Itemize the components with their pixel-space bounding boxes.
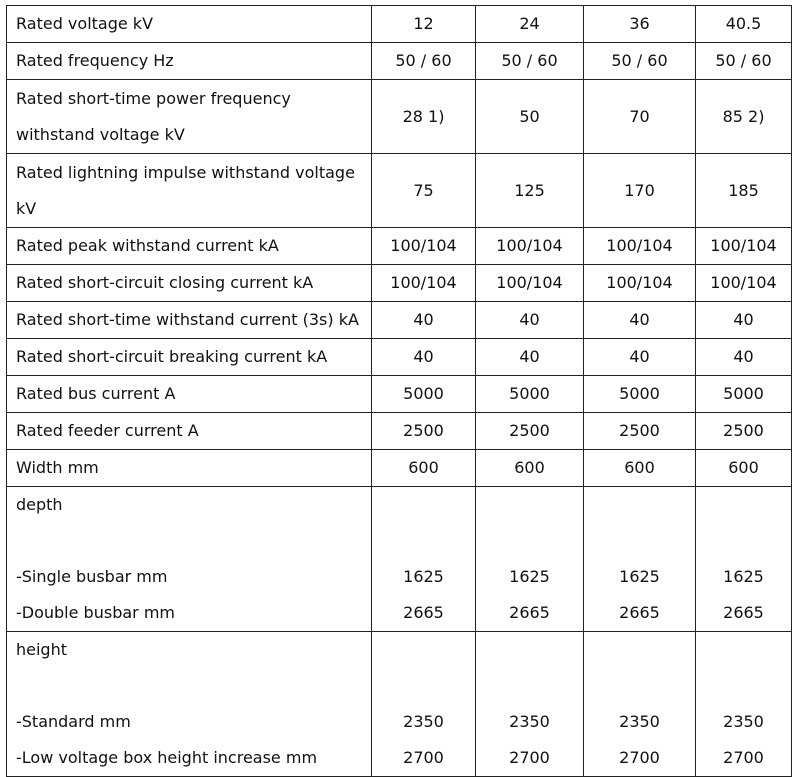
cell-value: 50 / 60 (372, 43, 476, 80)
cell-value: 5000 (476, 376, 584, 413)
cell-value: 40 (476, 339, 584, 376)
cell-value: 40 (584, 339, 696, 376)
cell-value: 185 (696, 154, 792, 228)
cell-value: 40 (476, 302, 584, 339)
cell-value-group (372, 632, 476, 777)
row-label-line: Rated lightning impulse withstand voltage (16, 162, 355, 182)
sub-label: -Single busbar mm (16, 567, 168, 586)
table-row (7, 413, 792, 450)
cell-value: 100/104 (372, 228, 476, 265)
cell-value: 50 / 60 (476, 43, 584, 80)
specifications-table (6, 5, 792, 777)
row-label: Rated short-circuit closing current kA (7, 265, 372, 302)
row-label-line: kV (16, 198, 37, 218)
cell-value-group (584, 487, 696, 632)
cell-value: 70 (584, 80, 696, 154)
row-label: Rated short-circuit breaking current kA (7, 339, 372, 376)
cell-value: 2700 (509, 748, 550, 767)
cell-value: 600 (476, 450, 584, 487)
cell-value: 36 (584, 6, 696, 43)
cell-value: 100/104 (696, 228, 792, 265)
row-label: Width mm (7, 450, 372, 487)
cell-value: 40 (584, 302, 696, 339)
table-row (7, 265, 792, 302)
table-row (7, 80, 792, 154)
cell-value: 40 (372, 339, 476, 376)
cell-value: 1625 (723, 567, 764, 586)
row-label-line: withstand voltage kV (16, 124, 185, 144)
group-heading: height (16, 640, 67, 659)
cell-value: 5000 (584, 376, 696, 413)
cell-value: 600 (696, 450, 792, 487)
cell-value: 100/104 (372, 265, 476, 302)
cell-value: 5000 (696, 376, 792, 413)
cell-value: 125 (476, 154, 584, 228)
cell-value: 2665 (509, 603, 550, 622)
cell-value: 2665 (403, 603, 444, 622)
cell-value-group (476, 487, 584, 632)
cell-value: 2350 (403, 712, 444, 731)
cell-value: 2500 (696, 413, 792, 450)
cell-value: 40 (696, 302, 792, 339)
table-row (7, 302, 792, 339)
cell-value: 2350 (509, 712, 550, 731)
cell-value: 40 (696, 339, 792, 376)
cell-value: 2500 (372, 413, 476, 450)
cell-value-group (696, 632, 792, 777)
cell-value: 5000 (372, 376, 476, 413)
cell-value: 40.5 (696, 6, 792, 43)
table-row (7, 154, 792, 228)
row-label: Rated frequency Hz (7, 43, 372, 80)
row-label-group (7, 487, 372, 632)
row-label (7, 154, 372, 228)
cell-value: 24 (476, 6, 584, 43)
cell-value: 600 (584, 450, 696, 487)
cell-value: 1625 (509, 567, 550, 586)
cell-value: 2665 (619, 603, 660, 622)
sub-label: -Low voltage box height increase mm (16, 748, 318, 767)
table-row (7, 6, 792, 43)
cell-value: 28 1) (372, 80, 476, 154)
table-row-depth (7, 487, 792, 632)
group-heading: depth (16, 495, 63, 514)
cell-value: 40 (372, 302, 476, 339)
cell-value: 2700 (403, 748, 444, 767)
cell-value: 2500 (584, 413, 696, 450)
cell-value: 600 (372, 450, 476, 487)
cell-value: 50 / 60 (696, 43, 792, 80)
cell-value-group (696, 487, 792, 632)
table-row (7, 450, 792, 487)
cell-value-group (584, 632, 696, 777)
table-row-height (7, 632, 792, 777)
cell-value: 2350 (723, 712, 764, 731)
cell-value: 2500 (476, 413, 584, 450)
row-label-group (7, 632, 372, 777)
row-label (7, 80, 372, 154)
cell-value-group (372, 487, 476, 632)
cell-value: 50 / 60 (584, 43, 696, 80)
cell-value: 100/104 (476, 228, 584, 265)
cell-value: 100/104 (584, 228, 696, 265)
table-row (7, 376, 792, 413)
table-row (7, 43, 792, 80)
cell-value: 2665 (723, 603, 764, 622)
row-label: Rated bus current A (7, 376, 372, 413)
cell-value: 100/104 (584, 265, 696, 302)
cell-value: 2700 (619, 748, 660, 767)
cell-value: 12 (372, 6, 476, 43)
cell-value: 1625 (403, 567, 444, 586)
cell-value: 2700 (723, 748, 764, 767)
table-row (7, 228, 792, 265)
sub-label: -Double busbar mm (16, 603, 175, 622)
row-label: Rated voltage kV (7, 6, 372, 43)
cell-value: 50 (476, 80, 584, 154)
table-row (7, 339, 792, 376)
cell-value: 1625 (619, 567, 660, 586)
cell-value: 170 (584, 154, 696, 228)
row-label: Rated peak withstand current kA (7, 228, 372, 265)
cell-value: 100/104 (696, 265, 792, 302)
cell-value-group (476, 632, 584, 777)
sub-label: -Standard mm (16, 712, 131, 731)
cell-value: 100/104 (476, 265, 584, 302)
cell-value: 2350 (619, 712, 660, 731)
cell-value: 75 (372, 154, 476, 228)
row-label: Rated short-time withstand current (3s) kA (7, 302, 372, 339)
row-label-line: Rated short-time power frequency (16, 88, 291, 108)
row-label: Rated feeder current A (7, 413, 372, 450)
cell-value: 85 2) (696, 80, 792, 154)
